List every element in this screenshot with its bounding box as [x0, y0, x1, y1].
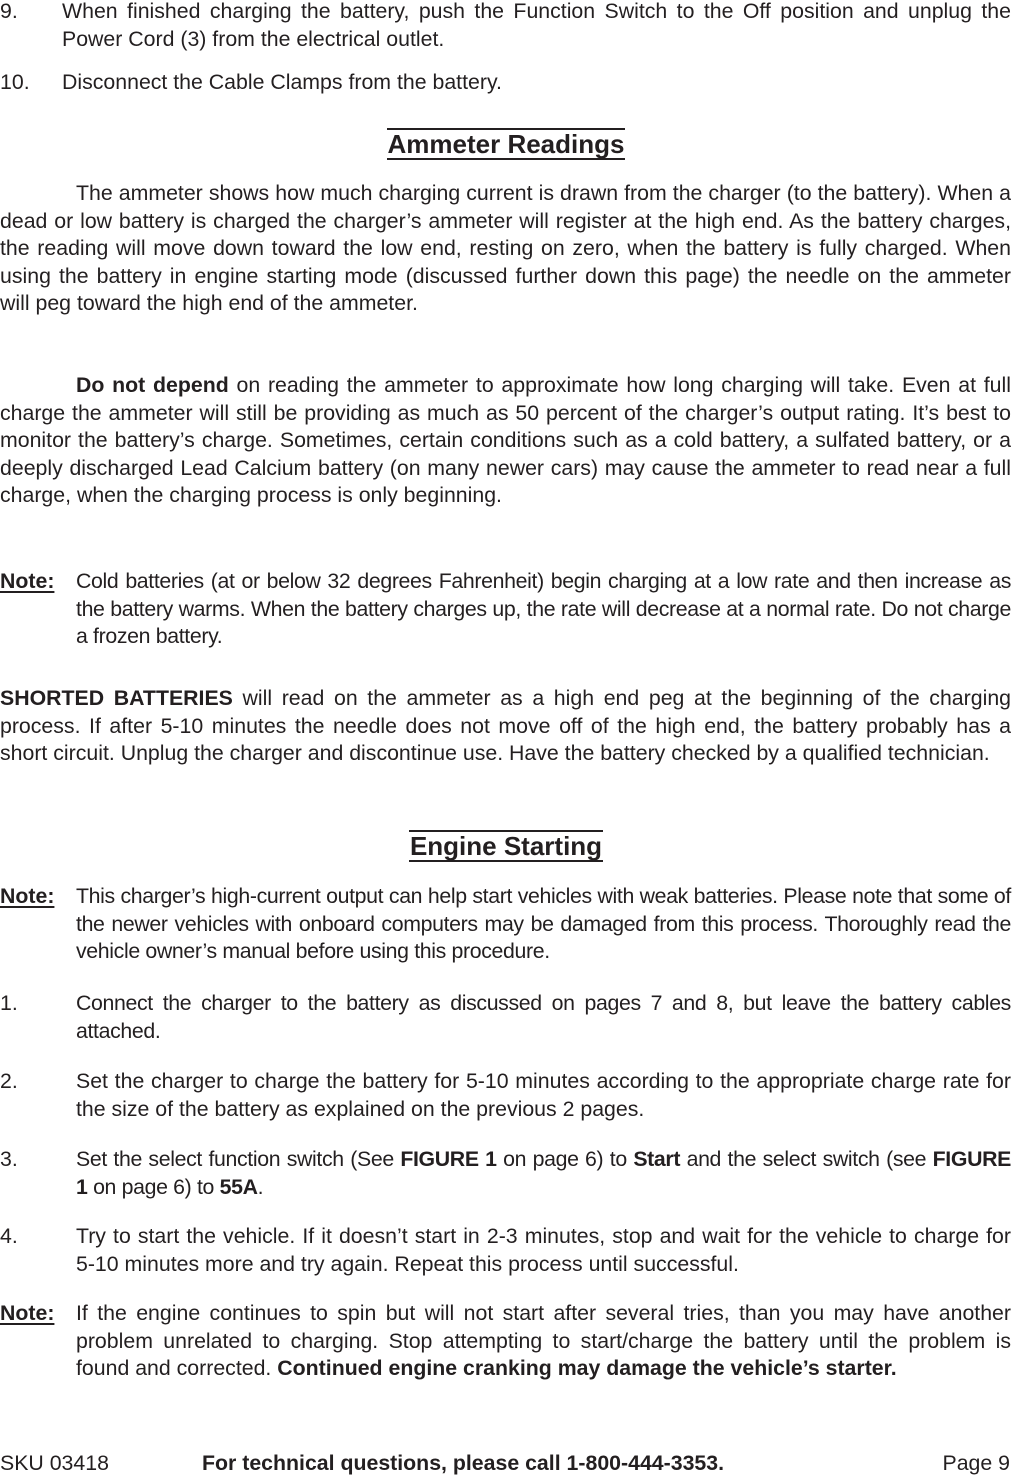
engine-step-3 [0, 1146, 1011, 1201]
figure-1-ref: FIGURE 1 [400, 1147, 497, 1171]
note-label: Note: [0, 884, 55, 908]
note-label: Note: [0, 569, 55, 593]
step-10 [0, 69, 1011, 97]
sku-number: SKU 03418 [0, 1451, 109, 1475]
page-number: Page 9 [942, 1451, 1010, 1475]
engine-note-2 [0, 1300, 1011, 1383]
step-text: Try to start the vehicle. If it doesn’t start in 2-3 minutes, stop and wait for the vehicle to charge for 5-10 minutes more and try again. Repeat this process until successful. [76, 1224, 1011, 1276]
engine-note-1 [0, 883, 1011, 966]
step-9 [0, 0, 1011, 53]
engine-step-1 [0, 990, 1011, 1045]
ammeter-paragraph-1: The ammeter shows how much charging current is drawn from the charger (to the battery). When a dead or low battery is charged the charger’s ammeter will register at the high end. As the battery charges, the reading will move down toward the low end, resting on zero, when the battery is fully charged. When using the battery in engine starting mode (discussed further down this page) the needle on the ammeter will peg toward the high end of the ammeter. [0, 181, 1011, 315]
step-number: 1. [0, 991, 18, 1015]
start-setting: Start [633, 1147, 681, 1171]
note-text: If the engine continues to spin but will not start after several tries, than you may have another problem unrelated to charging. Stop attempting to start/charge the battery until the problem is found and corrected. Continued engine cranking may damage the vehicle’s starter. [76, 1301, 1011, 1380]
support-phone-line: For technical questions, please call 1-800-444-3353. [202, 1451, 725, 1475]
step-number: 3. [0, 1147, 18, 1171]
step-number: 4. [0, 1224, 18, 1248]
page-footer [0, 1449, 1012, 1477]
engine-step-4 [0, 1223, 1011, 1278]
heading-text: Ammeter Readings [387, 129, 625, 159]
ammeter-paragraph-2 [0, 372, 1011, 510]
note-text: This charger’s high-current output can help start vehicles with weak batteries. Please note that some of the newer vehicles with onboard computers may be damaged from this process. Thoroughly read the vehicle owner’s manual before using this procedure. [76, 884, 1011, 963]
step-text: Connect the charger to the battery as discussed on pages 7 and 8, but leave the battery cables attached. [76, 991, 1011, 1043]
ammeter-readings-heading [0, 128, 1012, 160]
55a-setting: 55A [219, 1174, 258, 1199]
warning-bold: Continued engine cranking may damage the vehicle’s starter. [277, 1356, 897, 1380]
step-text: Set the select function switch (See FIGURE 1 on page 6) to Start and the select switch (see FIGURE 1 on page 6) to 55A. [76, 1147, 1011, 1199]
step-text: When finished charging the battery, push the Function Switch to the Off position and unplug the Power Cord (3) from the electrical outlet. [62, 0, 1011, 51]
note-label: Note: [0, 1301, 55, 1325]
cold-battery-note [0, 568, 1011, 651]
heading-text: Engine Starting [409, 831, 603, 861]
step-number: 9. [0, 0, 18, 23]
engine-starting-heading [0, 830, 1012, 862]
step-text: Disconnect the Cable Clamps from the battery. [62, 70, 502, 94]
step-number: 2. [0, 1069, 18, 1093]
engine-step-2 [0, 1068, 1011, 1123]
do-not-depend-bold: Do not depend [76, 373, 229, 397]
shorted-batteries-bold: SHORTED BATTERIES [0, 686, 233, 710]
paragraph-text: will read on the ammeter as a high end peg at the beginning of the charging process. If after 5-10 minutes the needle does not move off of the high end, the battery probably has a short circuit. Unplug the charger and discontinue use. Have the battery checked by a qualified technician. [0, 686, 1012, 765]
figure-1-ref: FIGURE 1 [76, 1147, 1011, 1199]
step-text: Set the charger to charge the battery for 5-10 minutes according to the appropriate charge rate for the size of the battery as explained on the previous 2 pages. [76, 1069, 1011, 1121]
shorted-batteries-paragraph [0, 685, 1011, 768]
note-text: Cold batteries (at or below 32 degrees Fahrenheit) begin charging at a low rate and then increase as the battery warms. When the battery charges up, the rate will decrease at a normal rate. Do not charge a frozen battery. [76, 569, 1011, 648]
paragraph-text: on reading the ammeter to approximate how long charging will take. Even at full charge the ammeter will still be providing as much as 50 percent of the charger’s output rating. It’s best to monitor the battery’s charge. Sometimes, certain conditions such as a cold battery, a sulfated battery, or a deeply discharged Lead Calcium battery (on many newer cars) may cause the ammeter to read near a full charge, when the charging process is only beginning. [0, 373, 1011, 507]
step-number: 10. [0, 70, 30, 94]
